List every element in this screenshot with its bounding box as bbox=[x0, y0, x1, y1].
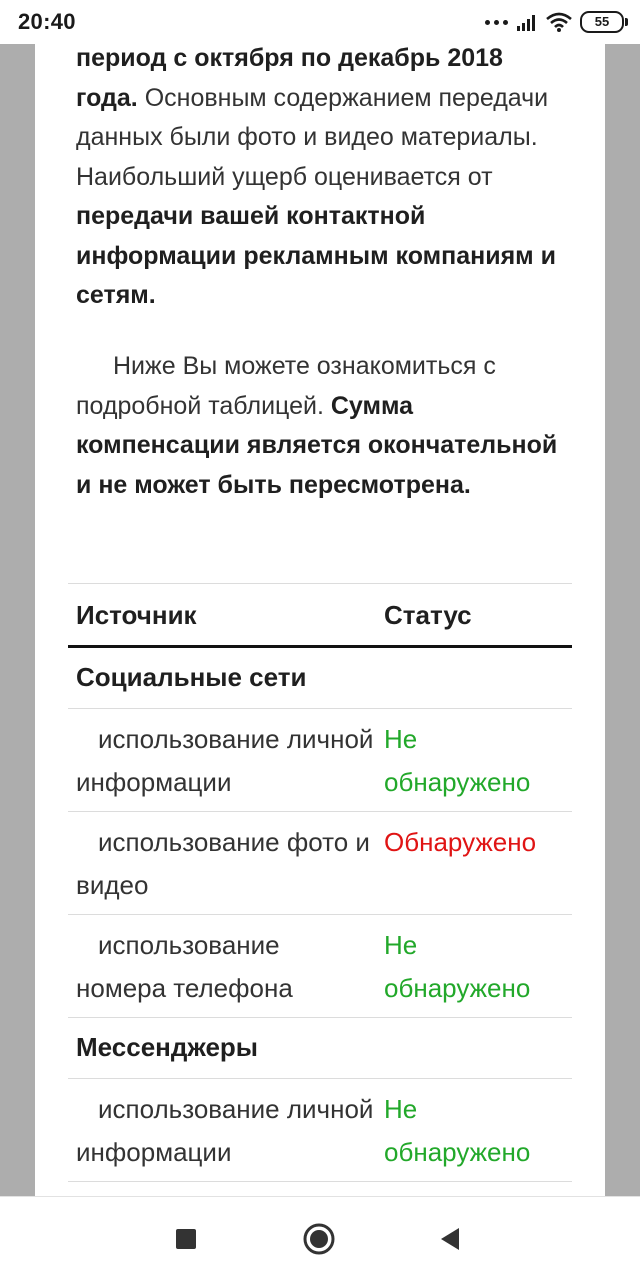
row-source: использование личной информации bbox=[76, 1094, 374, 1167]
table-row bbox=[68, 1079, 572, 1182]
compensation-table bbox=[68, 583, 572, 1182]
paragraph-table-intro bbox=[76, 347, 566, 505]
article-content[interactable] bbox=[35, 44, 605, 1196]
row-source: использование личной информации bbox=[76, 724, 374, 797]
table-header bbox=[68, 584, 572, 648]
wifi-icon bbox=[546, 12, 572, 32]
group-row-messengers bbox=[68, 1018, 572, 1079]
status-icons bbox=[485, 10, 624, 34]
table-row bbox=[68, 709, 572, 812]
group-title: Мессенджеры bbox=[76, 1032, 258, 1062]
group-row-social bbox=[68, 648, 572, 709]
home-icon bbox=[302, 1222, 336, 1256]
recent-apps-icon bbox=[174, 1227, 198, 1251]
paragraph-damage-info bbox=[76, 44, 566, 316]
row-status: Обнаружено bbox=[384, 827, 537, 857]
row-status: Не обнаружено bbox=[384, 724, 531, 797]
status-bar bbox=[0, 0, 640, 44]
left-margin bbox=[0, 44, 35, 1196]
battery-icon: 55 bbox=[580, 11, 624, 33]
table-row bbox=[68, 812, 572, 915]
paragraph1-part2: Основным содержанием передачи данных были фото и видео материалы. Наибольший ущерб оценивается от bbox=[76, 83, 549, 191]
row-source: использование фото и видео bbox=[76, 827, 370, 900]
row-status: Не обнаружено bbox=[384, 930, 531, 1003]
back-button[interactable] bbox=[430, 1219, 470, 1259]
home-button[interactable] bbox=[299, 1219, 339, 1259]
signal-icon bbox=[516, 13, 538, 31]
status-time: 20:40 bbox=[18, 9, 76, 34]
right-margin bbox=[605, 44, 640, 1196]
header-status: Статус bbox=[384, 600, 472, 630]
paragraph1-part1: период с октября по декабрь 2018 года. bbox=[76, 44, 503, 112]
row-source: использование номера телефона bbox=[76, 930, 293, 1003]
recent-apps-button[interactable] bbox=[166, 1219, 206, 1259]
paragraph2-part2: Сумма компенсации является окончательной и не может быть пересмотрена. bbox=[76, 391, 558, 499]
table-row bbox=[68, 915, 572, 1018]
back-icon bbox=[437, 1226, 463, 1252]
more-dots-icon bbox=[485, 20, 508, 25]
group-title: Социальные сети bbox=[76, 662, 307, 692]
navigation-bar bbox=[0, 1196, 640, 1280]
header-source: Источник bbox=[76, 600, 197, 630]
paragraph2-part1: Ниже Вы можете ознакомиться с подробной таблицей. bbox=[76, 352, 496, 420]
row-status: Не обнаружено bbox=[384, 1094, 531, 1167]
paragraph1-part3: передачи вашей контактной информации рекламным компаниям и сетям. bbox=[76, 202, 556, 309]
